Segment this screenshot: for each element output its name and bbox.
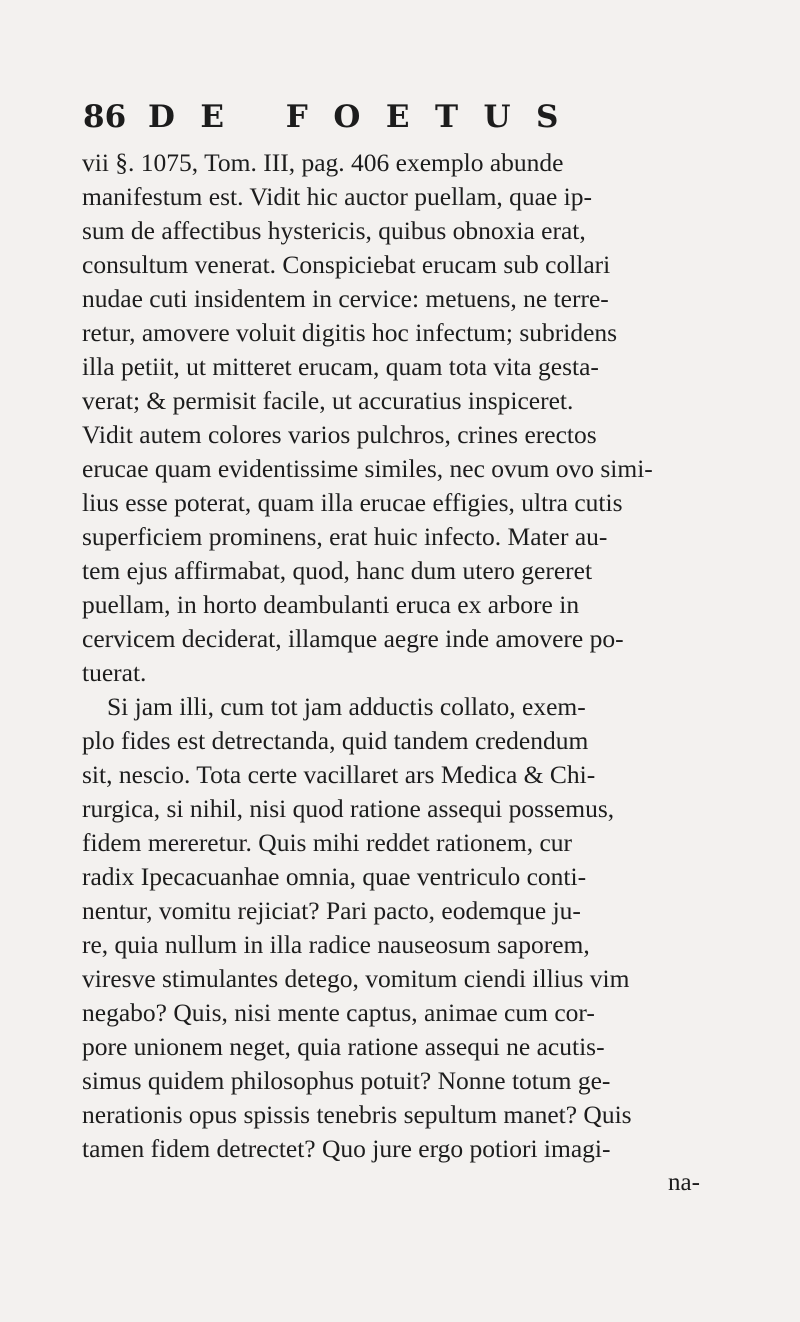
text-line: cervicem deciderat, illamque aegre inde amovere po- [82,624,624,653]
text-line: sum de affectibus hystericis, quibus obnoxia erat, [82,216,586,245]
text-line: nerationis opus spissis tenebris sepultum manet? Quis [82,1100,632,1129]
page-number: 86 [83,99,127,135]
text-line: vii §. 1075, Tom. III, pag. 406 exemplo abunde [82,148,564,177]
text-line: retur, amovere voluit digitis hoc infectum; subridens [82,318,618,347]
text-line: tamen fidem detrectet? Quo jure ergo potiori imagi- [82,1134,611,1163]
text-line: nudae cuti insidentem in cervice: metuens, ne terre- [82,284,609,313]
text-line: lius esse poterat, quam illa erucae effigies, ultra cutis [82,488,623,517]
text-line: verat; & permisit facile, ut accuratius inspiceret. [82,386,574,415]
text-line: negabo? Quis, nisi mente captus, animae cum cor- [82,998,595,1027]
text-line: nentur, vomitu rejiciat? Pari pacto, eodemque ju- [82,896,581,925]
text-line: fidem mereretur. Quis mihi reddet rationem, cur [82,828,573,857]
text-line: puellam, in horto deambulanti eruca ex arbore in [82,590,580,619]
text-line: tem ejus affirmabat, quod, hanc dum utero gereret [82,556,593,585]
text-line: plo fides est detrectanda, quid tandem credendum [82,726,589,755]
running-title: DE FOETUS [148,99,584,135]
text-line: consultum venerat. Conspiciebat erucam sub collari [82,250,611,279]
catchword: na- [668,1169,700,1196]
text-line: radix Ipecacuanhae omnia, quae ventriculo conti- [82,862,587,891]
text-line: illa petiit, ut mitteret erucam, quam tota vita gesta- [82,352,599,381]
text-line: rurgica, si nihil, nisi quod ratione assequi possemus, [82,794,615,823]
text-line: simus quidem philosophus potuit? Nonne totum ge- [82,1066,611,1095]
text-line: re, quia nullum in illa radice nauseosum saporem, [82,930,590,959]
text-line: Si jam illi, cum tot jam adductis collato, exem- [107,692,586,721]
text-line: superficiem prominens, erat huic infecto. Mater au- [82,522,608,551]
text-line: tuerat. [82,658,147,687]
text-line: pore unionem neget, quia ratione assequi ne acutis- [82,1032,605,1061]
text-line: viresve stimulantes detego, vomitum ciendi illius vim [82,964,630,993]
text-line: erucae quam evidentissime similes, nec ovum ovo simi- [82,454,653,483]
text-line: sit, nescio. Tota certe vacillaret ars Medica & Chi- [82,760,596,789]
text-line: Vidit autem colores varios pulchros, crines erectos [82,420,597,449]
text-line: manifestum est. Vidit hic auctor puellam, quae ip- [82,182,592,211]
